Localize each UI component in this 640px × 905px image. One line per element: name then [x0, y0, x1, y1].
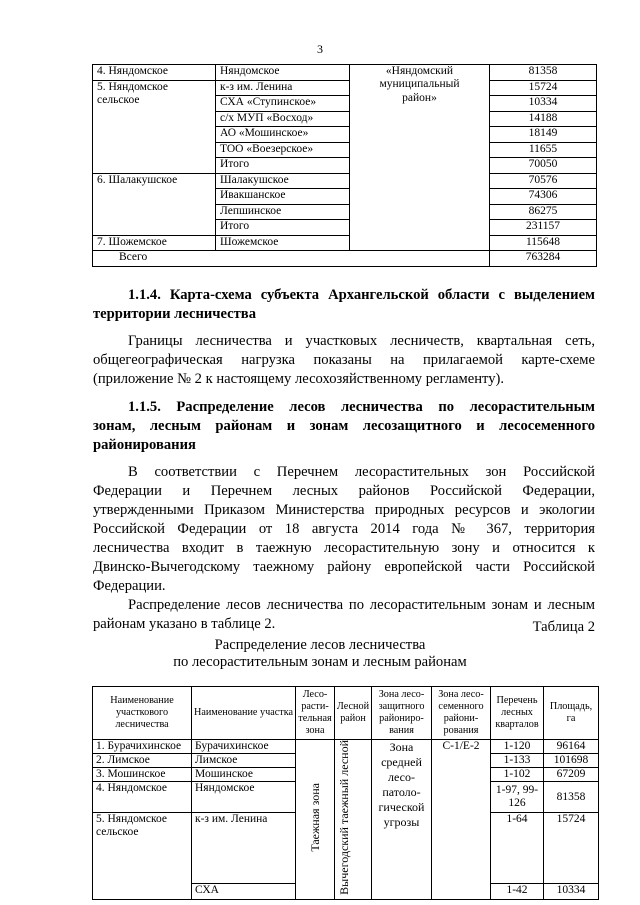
tract-cell: Шалакушское	[216, 173, 350, 189]
table-row	[93, 65, 597, 81]
header-quarters: Перечень лесных кварталов	[491, 687, 544, 740]
total-row	[93, 251, 597, 267]
area-cell: 10334	[544, 883, 599, 899]
forestry-line: сельское	[97, 93, 140, 106]
tract-cell: Няндомское	[192, 782, 296, 813]
forestry-cell: 7. Шожемское	[93, 235, 216, 251]
area-cell: 231157	[490, 220, 597, 236]
tract-cell: к-з им. Ленина	[216, 80, 350, 96]
area-cell: 14188	[490, 111, 597, 127]
area-cell: 81358	[544, 782, 599, 813]
section-115-heading: 1.1.5. Распределение лесов лесничества по лесорастительным зонам, лесным районам и зонам лесозащитного и лесосеменного районирования	[93, 399, 595, 453]
forest-zones-table	[92, 686, 599, 900]
area-cell: 96164	[544, 740, 599, 754]
header-tract: Наименование участка	[192, 687, 296, 740]
table-header-row	[93, 687, 599, 740]
forestry-cell: 4. Няндомское	[93, 65, 216, 81]
table-row	[93, 740, 599, 754]
forestry-line: сельское	[96, 826, 139, 838]
tract-cell: Няндомское	[216, 65, 350, 81]
tract-cell: с/х МУП «Восход»	[216, 111, 350, 127]
total-value: 763284	[490, 251, 597, 267]
tract-cell: Итого	[216, 158, 350, 174]
area-cell: 15724	[490, 80, 597, 96]
area-cell: 11655	[490, 142, 597, 158]
tract-cell: к-з им. Ленина	[192, 813, 296, 884]
area-cell: 15724	[544, 813, 599, 884]
quarters-cell: 1-42	[491, 883, 544, 899]
forestry-cell: 2. Лимское	[93, 754, 192, 768]
page-number: 3	[317, 42, 323, 56]
tract-cell: Мошинское	[192, 768, 296, 782]
area-cell: 86275	[490, 204, 597, 220]
header-protect: Зона лесо-защитного райониро-вания	[372, 687, 432, 740]
quarters-cell: 1-120	[491, 740, 544, 754]
quarters-cell: 1-97, 99-126	[491, 782, 544, 813]
forestry-cell	[93, 813, 192, 900]
area-cell: 74306	[490, 189, 597, 205]
district-line: «Няндомский	[385, 65, 454, 77]
tract-cell: Лимское	[192, 754, 296, 768]
table-2-label: Таблица 2	[532, 619, 595, 635]
forestry-line: 5. Няндомское	[96, 813, 168, 825]
forestry-cell: 3. Мошинское	[93, 768, 192, 782]
forestry-cell: 4. Няндомское	[93, 782, 192, 813]
protect-zone-cell: Зона средней лесо-патоло-гической угрозы	[372, 740, 432, 900]
tract-cell: ТОО «Воезерское»	[216, 142, 350, 158]
district-line: район»	[402, 91, 437, 104]
table-row	[93, 235, 597, 251]
zone-value: Таежная зона	[307, 783, 322, 852]
area-cell: 70576	[490, 173, 597, 189]
area-cell: 115648	[490, 235, 597, 251]
forestry-area-table	[92, 64, 597, 267]
header-area: Площадь, га	[544, 687, 599, 740]
area-cell: 67209	[544, 768, 599, 782]
area-cell: 18149	[490, 127, 597, 143]
table-row	[93, 173, 597, 189]
tract-cell: Итого	[216, 220, 350, 236]
forestry-cell	[93, 80, 216, 173]
area-cell: 81358	[490, 65, 597, 81]
tract-cell: Ивакшанское	[216, 189, 350, 205]
area-cell: 70050	[490, 158, 597, 174]
header-forestry: Наименование участкового лесничества	[93, 687, 192, 740]
section-115-paragraph-2: Распределение лесов лесничества по лесорастительным зонам и лесным районам указано в таблице 2.	[93, 597, 595, 632]
region-cell	[335, 740, 372, 900]
quarters-cell: 1-64	[491, 813, 544, 884]
section-115-paragraph-1: В соответствии с Перечнем лесорастительных зон Российской Федерации и Перечнем лесных районов Российской Федерации, утвержденными Приказом Министерства природных ресурсов и экологии Российской Федерации от 18 августа 2014 года № 367, территория лесничества входит в таежную лесорастительную зону и относится к Двинско-Вычегодскому таежному району европейской части Российской Федерации.	[93, 464, 595, 594]
district-cell	[350, 65, 490, 251]
area-cell: 101698	[544, 754, 599, 768]
forestry-cell: 1. Бурачихинское	[93, 740, 192, 754]
forestry-cell: 6. Шалакушское	[93, 173, 216, 235]
seed-zone-cell: С-1/Е-2	[432, 740, 491, 900]
header-zone: Лесо-расти-тельная зона	[296, 687, 335, 740]
tract-cell: СХА	[192, 883, 296, 899]
section-114-heading: 1.1.4. Карта-схема субъекта Архангельской области с выделением территории лесничества	[93, 287, 595, 322]
tract-cell: АО «Мошинское»	[216, 127, 350, 143]
area-cell: 10334	[490, 96, 597, 112]
district-line: муниципальный	[379, 78, 460, 91]
tract-cell: Бурачихинское	[192, 740, 296, 754]
section-114-paragraph: Границы лесничества и участковых лесничеств, квартальная сеть, общегеографическая нагрузка показаны на прилагаемой карте-схеме (приложение № 2 к настоящему лесохозяйственному регламенту).	[93, 333, 595, 387]
forestry-line: 5. Няндомское	[97, 80, 169, 93]
tract-cell: СХА «Ступинское»	[216, 96, 350, 112]
quarters-cell: 1-102	[491, 768, 544, 782]
region-value: Вычегодский таежный лесной	[337, 740, 351, 895]
header-region: Лесной район	[335, 687, 372, 740]
table-2-caption-line-1: Распределение лесов лесничества	[214, 637, 426, 653]
tract-cell: Лепшинское	[216, 204, 350, 220]
quarters-cell: 1-133	[491, 754, 544, 768]
total-label: Всего	[93, 251, 490, 267]
table-row	[93, 80, 597, 96]
header-seed: Зона лесо-семенного райони-рования	[432, 687, 491, 740]
zone-cell	[296, 740, 335, 900]
table-2-caption-line-2: по лесорастительным зонам и лесным районам	[173, 654, 467, 670]
tract-cell: Шожемское	[216, 235, 350, 251]
